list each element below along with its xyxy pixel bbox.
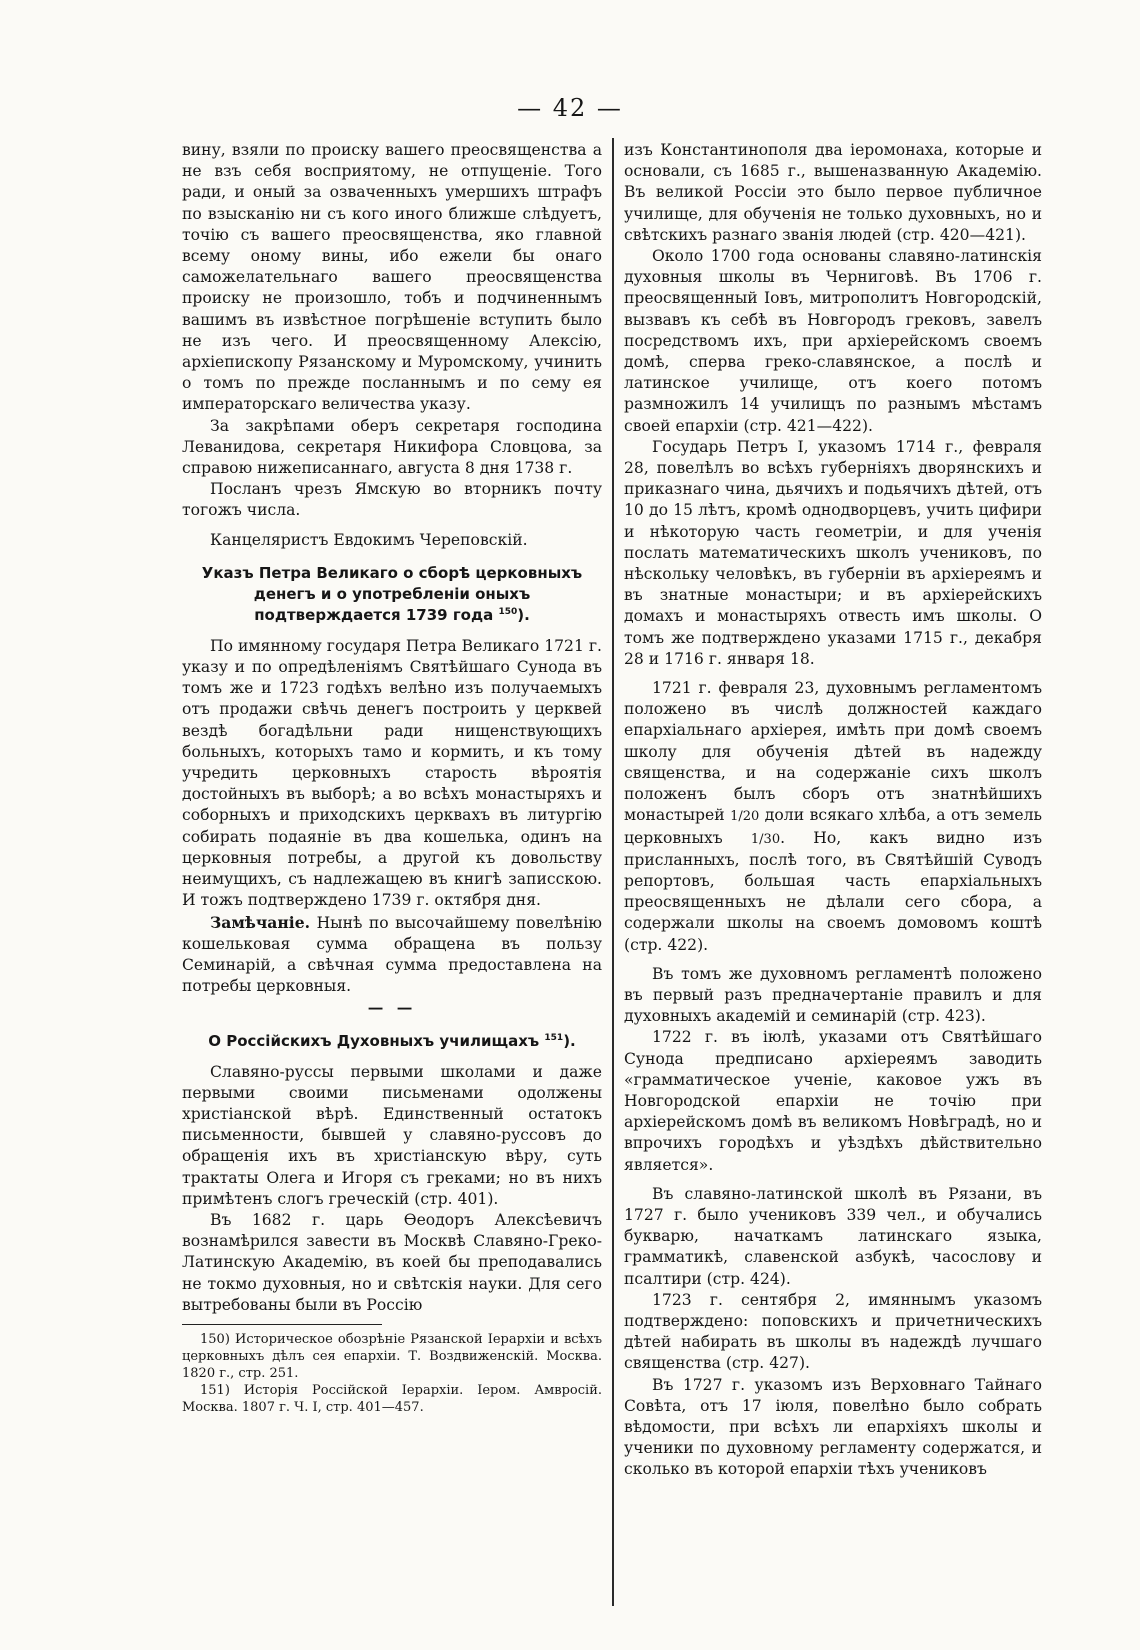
right-paragraph-5: Въ томъ же духовномъ регламентѣ положено въ первый разъ предначертаніе правилъ и для духовныхъ академій и семинарій (стр. 423). [624, 964, 1042, 1026]
remark-label: Замѣчаніе. [210, 912, 311, 932]
fraction-one-thirtieth: 1/30 [750, 831, 781, 847]
right-paragraph-7: Въ славяно-латинской школѣ въ Рязани, въ 1727 г. было учениковъ 339 чел., и обучались букварю, начаткамъ латинскаго языка, грамматикѣ, славенской азбукѣ, часослову и псалтири (стр. 424). [624, 1184, 1042, 1288]
left-paragraph-1: вину, взяли по происку вашего преосвященства а не взъ себя восприятому, не отпущеніе. Того ради, и оный за озваченныхъ умершихъ штрафъ по взысканію ни съ кого иного ближше слѣдуетъ, точію съ вашего преосвященства, яко главной всему оному вины, ибо ежели бы онаго саможелательнаго вашего преосвященства происку не произошло, тобъ и подчиненнымъ вашимъ въ извѣстное погрѣшеніе вступить было не изъ чего. И преосвященному Алексію, архіепископу Рязанскому и Муромскому, учинить о томъ по прежде посланнымъ и по сему ея императорскаго величества указу. [182, 141, 602, 414]
right-paragraph-3: Государь Петръ I, указомъ 1714 г., февраля 28, повелѣлъ во всѣхъ губерніяхъ дворянскихъ и приказнаго чина, дьячихъ и подьячихъ дѣтей, отъ 10 до 15 лѣтъ, кромѣ однодворцевъ, учить цифири и нѣкоторую часть геометріи, и для ученія послать математическихъ школъ учениковъ, по нѣскольку человѣкъ, въ губерніи въ архіереямъ и въ знатные монастыри; и въ архіерейскихъ домахъ и монастыряхъ отвесть имъ школы. О томъ же подтверждено указами 1715 г., декабря 28 и 1716 г. января 18. [624, 437, 1042, 668]
right-paragraph-4: 1721 г. февраля 23, духовнымъ регламентомъ положено въ числѣ должностей каждаго епархіальнаго архіерея, имѣть при домѣ своемъ школу для обученія дѣтей въ надежду священства, и на содержаніе сихъ школъ положенъ былъ сборъ отъ знатнѣйшихъ монастырей 1/20 доли всякаго хлѣба, а отъ земель церковныхъ 1/30. Но, какъ видно изъ присланныхъ, послѣ того, въ Святѣйшій Суводъ репортовъ, большая часть епархіальныхъ преосвященныхъ не дѣлали сего сбора, а содержали школы на своемъ домовомъ коштѣ (стр. 422). [624, 679, 1042, 954]
right-paragraph-8: 1723 г. сентября 2, имяннымъ указомъ подтверждено: поповскихъ и причетническихъ дѣтей набирать въ школы въ надеждѣ лучшаго священства (стр. 427). [624, 1290, 1042, 1373]
right-paragraph-2: Около 1700 года основаны славяно-латинскія духовныя школы въ Черниговѣ. Въ 1706 г. преосвященный Іовъ, митрополитъ Новгородскій, вызвавъ къ себѣ въ Новгородъ грековъ, завелъ посредствомъ ихъ, при архіерейскомъ своемъ домѣ, сперва греко-славянское, а послѣ и латинское училище, отъ коего потомъ размножилъ 14 училищъ по разнымъ мѣстамъ своей епархіи (стр. 421—422). [624, 247, 1042, 435]
left-paragraph-schools-1: Славяно-руссы первыми школами и даже первыми своими письменами одолжены христіанской вѣрѣ. Единственный остатокъ письменности, бывшей у славяно-руссовъ до обращенія ихъ въ христіанскую вѣру, суть трактаты Олега и Игоря съ греками; но въ нихъ примѣтенъ слогъ греческій (стр. 401). [182, 1062, 602, 1208]
column-divider [612, 138, 614, 1606]
left-signature: Канцеляристъ Евдокимъ Череповскій. [210, 530, 528, 549]
heading-note-ref-2: 151 [544, 1032, 564, 1043]
fraction-one-twentieth: 1/20 [730, 809, 760, 825]
section-heading-schools: О Россійскихъ Духовныхъ училищахъ $^{151}$). [208, 1031, 576, 1050]
section-separator: — — [367, 998, 417, 1018]
left-paragraph-3: Посланъ чрезъ Ямскую во вторникъ почту тогожъ числа. [182, 480, 602, 520]
footnote-150: 150) Историческое обозрѣніе Рязанской Іерархіи и всѣхъ церковныхъ дѣлъ сея епархіи. Т. Воздвиженскій. Москва. 1820 г., стр. 251. [182, 1331, 602, 1381]
section-heading-decree: Указъ Петра Великаго о сборѣ церковныхъ денегъ и о употребленіи оныхъ подтверждается 1739 года $^{150}$). [201, 563, 583, 624]
left-paragraph-2: За закрѣпами оберъ секретаря господина Леванидова, секретаря Никифора Словцова, за справою нижеписаннаго, августа 8 дня 1738 г. [182, 416, 602, 478]
footnote-151: 151) Исторія Россійской Іерархіи. Іером. Амвросій. Москва. 1807 г. Ч. I, стр. 401—457. [182, 1382, 602, 1415]
page-number: — 42 — [517, 94, 623, 122]
left-paragraph-schools-2: Въ 1682 г. царь Ѳеодоръ Алексѣевичъ вознамѣрился завести въ Москвѣ Славяно-Греко-Латинскую Академію, въ коей бы преподавались не токмо духовныя, но и свѣтскія науки. Для сего вытребованы были въ Россію [182, 1210, 602, 1314]
left-paragraph-decree: По имянному государя Петра Великаго 1721 г. указу и по опредѣленіямъ Святѣйшаго Сунода въ томъ же и 1723 годѣхъ велѣно изъ получаемыхъ отъ продажи свѣчь денегъ построить у церквей вездѣ богадѣльни ради нищенствующихъ больныхъ, которыхъ тамо и кормить, и къ тому учредить церковныхъ старость вѣроятія достойныхъ въ выборѣ; а во всѣхъ монастыряхъ и соборныхъ и приходскихъ церквахъ въ литургію собирать подаяніе въ два кошелька, одинъ на церковныя потребы, а другой къ довольству неимущихъ, съ надлежащею въ книгѣ записскою. И тожъ подтверждено 1739 г. октября дня. [182, 636, 602, 910]
left-column [182, 140, 602, 1416]
right-paragraph-1: изъ Константинополя два іеромонаха, которые и основали, съ 1685 г., вышеназванную Академію. Въ великой Россіи это было первое публичное училище, для обученія не только духовныхъ, но и свѣтскихъ разнаго званія людей (стр. 420—421). [624, 141, 1042, 244]
footnote-rule [182, 1324, 382, 1325]
heading-note-ref: 150 [498, 606, 518, 617]
right-paragraph-6: 1722 г. въ іюлѣ, указами отъ Святѣйшаго Сунода предписано архіереямъ заводить «грамматическое ученіе, каковое ужъ въ Новгородской епархіи не точію при архіерейскомъ домѣ въ великомъ Новѣградѣ, но и впрочихъ городѣхъ и уѣздѣхъ дѣйствительно является». [624, 1028, 1042, 1174]
right-paragraph-9: Въ 1727 г. указомъ изъ Верховнаго Тайнаго Совѣта, отъ 17 іюля, повелѣно было собрать вѣдомости, при всѣхъ ли епархіяхъ школы и ученики по духовному регламенту содержатся, и сколько въ которой епархіи тѣхъ учениковъ [624, 1375, 1042, 1479]
left-remark: Замѣчаніе. Нынѣ по высочайшему повелѣнію кошельковая сумма обращена въ пользу Семинарій, а свѣчная сумма предоставлена на потребы церковныя. [182, 912, 602, 996]
right-column [624, 140, 1042, 1481]
